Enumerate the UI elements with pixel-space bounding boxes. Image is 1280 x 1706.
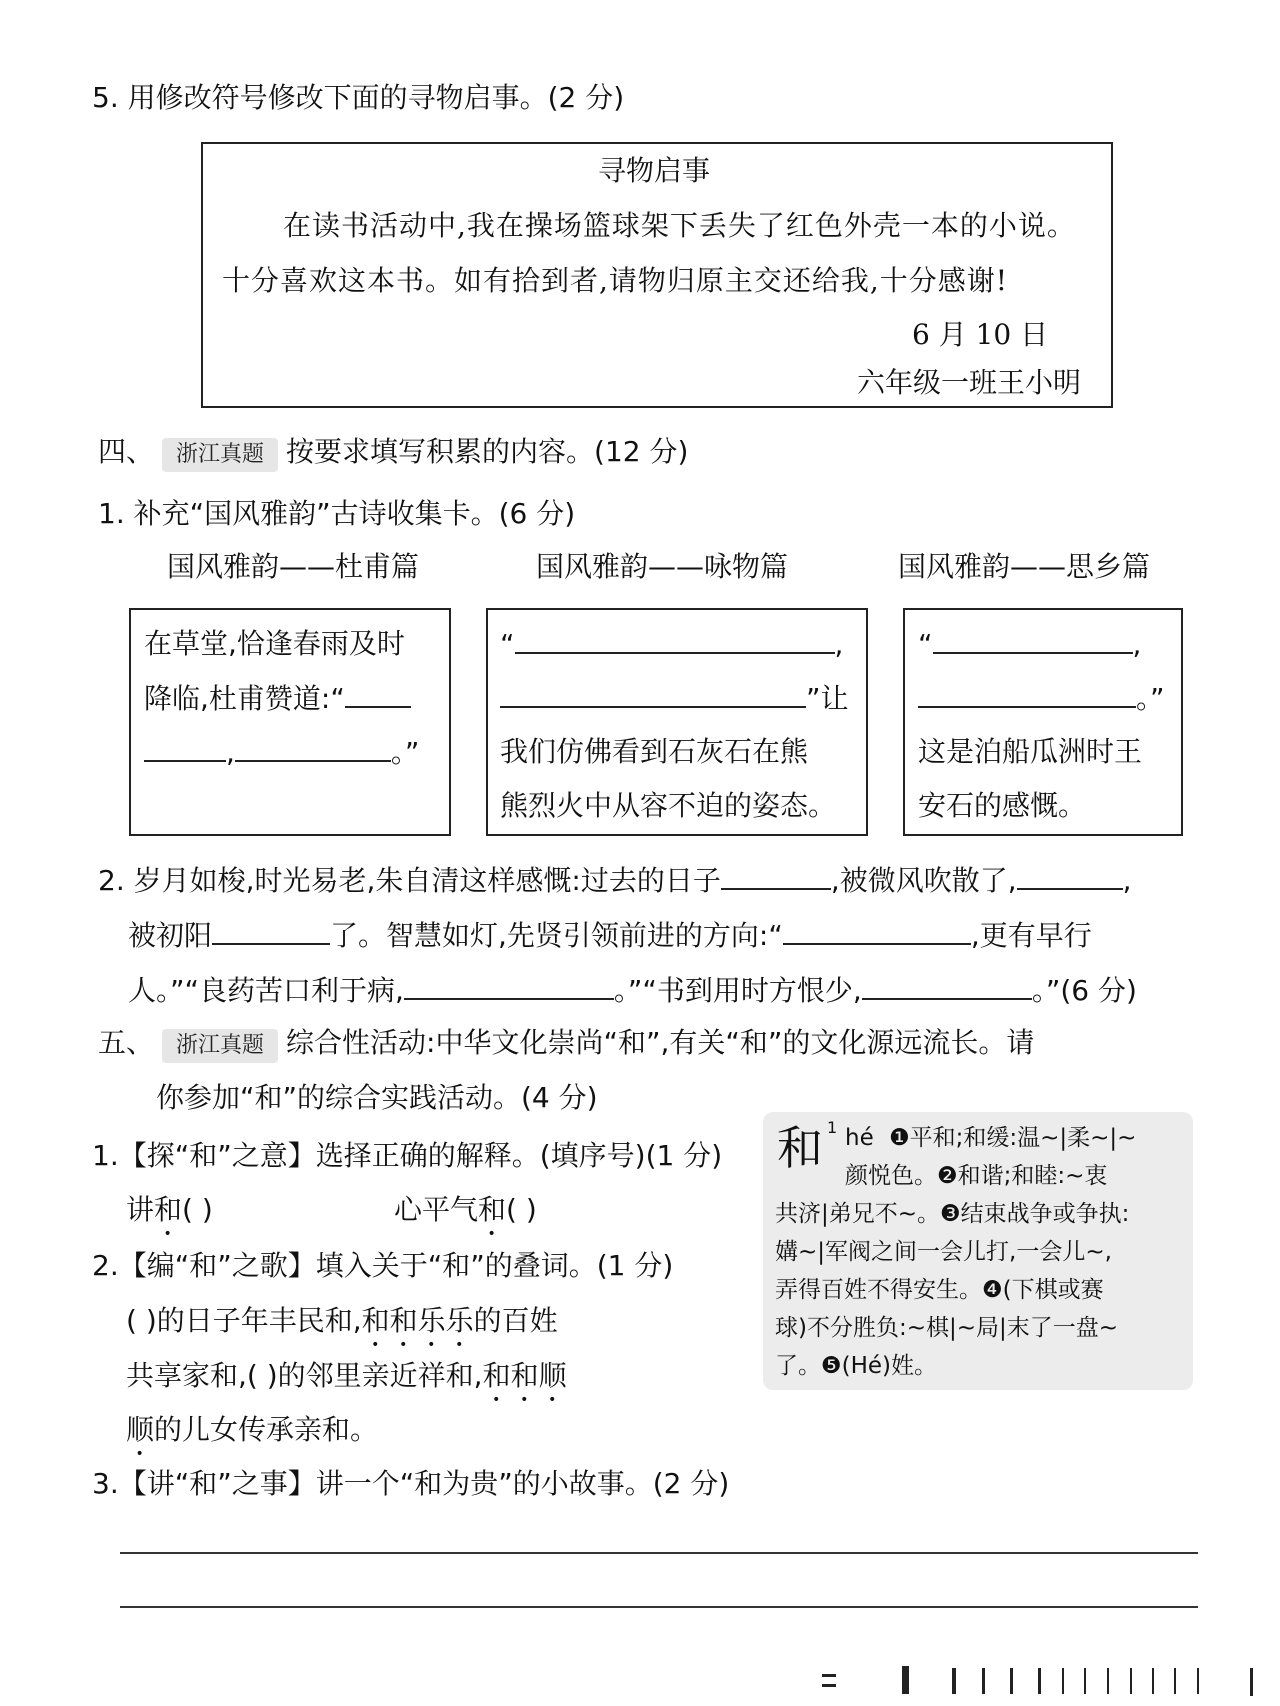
card-3-blank-2[interactable] xyxy=(918,680,1136,708)
notice-date: 6 月 10 日 xyxy=(912,318,1049,351)
notice-line-1: 在读书活动中,我在操场篮球架下丢失了红色外壳一本的小说。 xyxy=(283,209,1076,242)
card-1-line-3: , 。” xyxy=(144,734,419,771)
s4-q2-blank-5[interactable] xyxy=(404,972,614,1000)
s4-q2-blank-1[interactable] xyxy=(721,862,831,890)
s5-q2-title: 2.【编“和”之歌】填入关于“和”的叠词。(1 分) xyxy=(92,1249,674,1282)
card-3-blank-1[interactable] xyxy=(933,626,1133,654)
section-5-heading xyxy=(98,1025,1034,1063)
dict-line-6: 球)不分胜负:~棋|~局|末了一盘~ xyxy=(775,1315,1119,1341)
q5-title: 5. 用修改符号修改下面的寻物启事。(2 分) xyxy=(92,81,625,114)
card-2-heading: 国风雅韵——咏物篇 xyxy=(536,550,789,583)
section-4-text: 按要求填写积累的内容。(12 分) xyxy=(286,435,689,468)
s5-q3-title: 3.【讲“和”之事】讲一个“和为贵”的小故事。(2 分) xyxy=(92,1467,730,1500)
section-4-heading xyxy=(98,434,688,472)
card-3-line-2: 。” xyxy=(918,680,1165,717)
card-3-heading: 国风雅韵——思乡篇 xyxy=(898,550,1151,583)
dict-superscript: 1 xyxy=(827,1118,838,1137)
card-1-line-1: 在草堂,恰逢春雨及时 xyxy=(144,627,405,660)
s4-q2-line-1: 2. 岁月如梭,时光易老,朱自清这样感慨:过去的日子 ,被微风吹散了, , xyxy=(98,864,1132,897)
card-1-blank-3[interactable] xyxy=(235,734,391,762)
answer-line-1[interactable] xyxy=(120,1552,1198,1554)
dict-line-1: ❶平和;和缓:温~|柔~|~ xyxy=(889,1125,1137,1151)
notice-signer: 六年级一班王小明 xyxy=(857,366,1082,399)
section-5-number: 五、 xyxy=(98,1026,155,1059)
card-2-line-1: “ , xyxy=(500,628,844,661)
dict-line-7: 了。❺(Hé)姓。 xyxy=(775,1353,938,1379)
section-5-tag: 浙江真题 xyxy=(162,1029,278,1063)
s4-q1-title: 1. 补充“国风雅韵”古诗收集卡。(6 分) xyxy=(98,497,576,530)
dict-pinyin: hé xyxy=(845,1125,874,1151)
section-5-text-2: 你参加“和”的综合实践活动。(4 分) xyxy=(156,1081,598,1114)
dictionary-entry-box xyxy=(763,1112,1193,1390)
s5-q2-line-2: 共享家和,( )的邻里亲近祥和,和和顺 xyxy=(126,1359,567,1392)
notice-line-2: 十分喜欢这本书。如有拾到者,请物归原主交还给我,十分感谢! xyxy=(222,264,1009,297)
card-2-blank-1[interactable] xyxy=(515,626,835,654)
s5-q1-word-2: 心平气和( ) xyxy=(394,1193,537,1226)
dict-line-3: 共济|弟兄不~。❸结束战争或争执: xyxy=(775,1201,1130,1227)
card-1-line-2: 降临,杜甫赞道:“ xyxy=(144,680,411,717)
card-2-line-4: 熊烈火中从容不迫的姿态。 xyxy=(500,789,837,822)
s5-q2-line-3: 顺的儿女传承亲和。 xyxy=(126,1413,379,1446)
card-2-blank-2[interactable] xyxy=(500,680,806,708)
card-3-line-3: 这是泊船瓜洲时王 xyxy=(918,735,1143,768)
notice-title: 寻物启事 xyxy=(598,154,711,187)
s5-q1-word-1: 讲和( ) xyxy=(126,1193,213,1226)
dict-headword: 和 xyxy=(777,1121,823,1175)
section-4-tag: 浙江真题 xyxy=(162,438,278,472)
card-2-line-2: ”让 xyxy=(500,680,849,717)
s5-q1-answer-2[interactable]: ( ) xyxy=(506,1193,537,1226)
answer-line-2[interactable] xyxy=(120,1606,1198,1608)
s4-q2-blank-4[interactable] xyxy=(783,917,971,945)
s4-q2-line-2: 被初阳 了。智慧如灯,先贤引领前进的方向:“ ,更有早行 xyxy=(128,919,1092,952)
card-2-line-3: 我们仿佛看到石灰石在熊 xyxy=(500,735,809,768)
s4-q2-line-3: 人。”“良药苦口利于病, 。”“书到用时方恨少, 。”(6 分) xyxy=(128,974,1137,1007)
s4-q2-blank-2[interactable] xyxy=(1017,862,1123,890)
s5-q2-line-1: ( )的日子年丰民和,和和乐乐的百姓 xyxy=(126,1304,558,1337)
dict-line-4: 媾~|军阀之间一会儿打,一会儿~, xyxy=(775,1239,1112,1265)
card-1-heading: 国风雅韵——杜甫篇 xyxy=(167,550,420,583)
s4-q2-blank-6[interactable] xyxy=(862,972,1032,1000)
s5-q1-title: 1.【探“和”之意】选择正确的解释。(填序号)(1 分) xyxy=(92,1139,723,1172)
barcode-marks-icon xyxy=(822,1664,1262,1698)
dict-line-2: 颜悦色。❷和谐;和睦:~衷 xyxy=(845,1163,1108,1189)
card-3-line-4: 安石的感慨。 xyxy=(918,789,1087,822)
card-3-line-1: “ , xyxy=(918,628,1142,661)
page-edge-marks xyxy=(822,1664,1262,1698)
s4-q2-blank-3[interactable] xyxy=(212,917,330,945)
section-5-text: 综合性活动:中华文化崇尚“和”,有关“和”的文化源远流长。请 xyxy=(286,1026,1035,1059)
dict-line-5: 弄得百姓不得安生。❹(下棋或赛 xyxy=(775,1277,1104,1303)
s5-q1-answer-1[interactable]: ( ) xyxy=(182,1193,213,1226)
section-4-number: 四、 xyxy=(98,435,155,468)
card-1-blank-1[interactable] xyxy=(345,680,411,708)
card-1-blank-2[interactable] xyxy=(144,734,226,762)
